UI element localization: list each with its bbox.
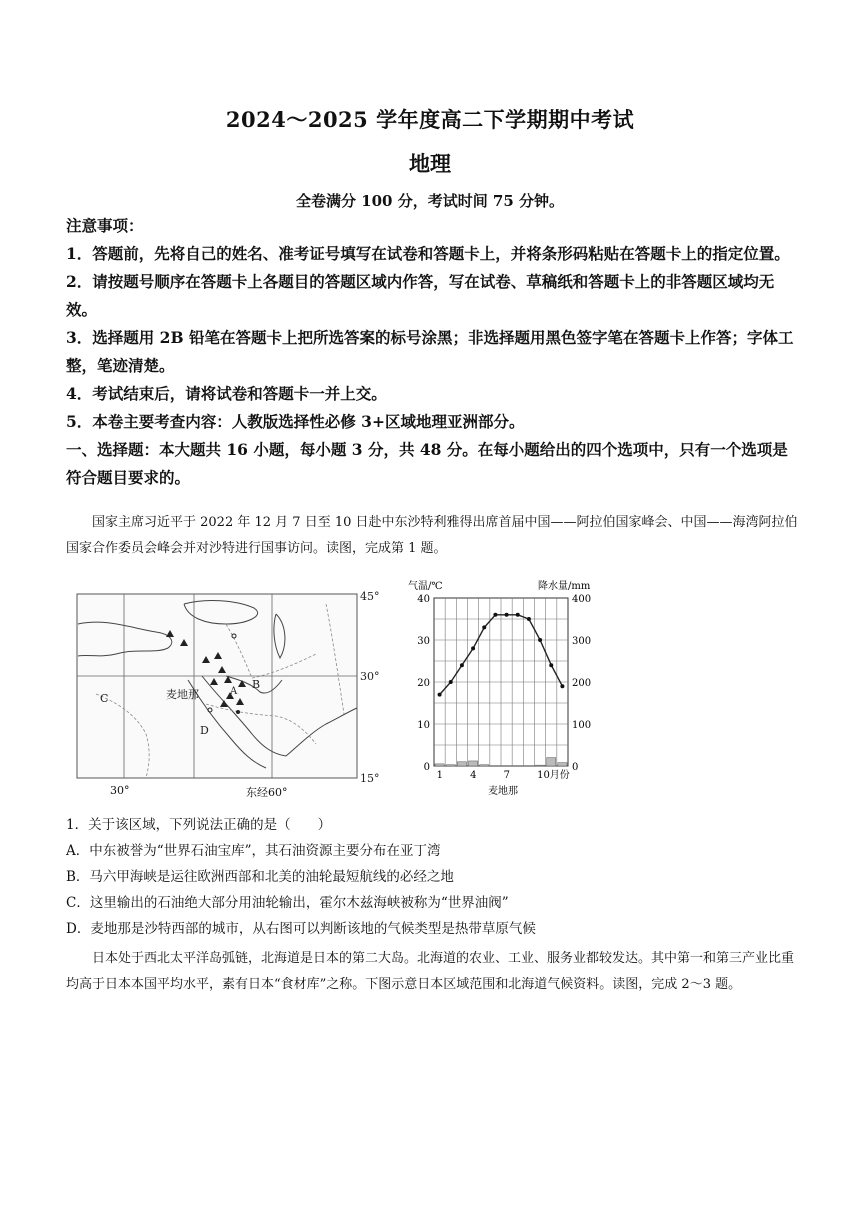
map-label-d: D	[200, 724, 209, 737]
notice-section	[66, 212, 798, 492]
notice-item-4: 4．考试结束后，请将试卷和答题卡一并上交。	[66, 384, 387, 403]
temperature-point	[505, 613, 509, 617]
right-tick-label: 300	[572, 636, 592, 647]
precipitation-bar	[457, 762, 466, 766]
x-tick-label: 7	[503, 770, 510, 781]
option-a: A．中东被誉为“世界石油宝库”，其石油资源主要分布在亚丁湾	[66, 843, 441, 859]
temperature-point	[493, 613, 497, 617]
map-label-b: B	[252, 678, 261, 691]
right-axis-title: 降水量/mm	[538, 581, 591, 592]
option-b: B．马六甲海峡是运往欧洲西部和北美的油轮最短航线的必经之地	[66, 869, 454, 885]
lat-label-45: 45°	[360, 590, 380, 603]
lat-label-15: 15°	[360, 772, 380, 782]
question-1	[66, 812, 798, 942]
exam-title: 2024～2025 学年度高二下学期期中考试	[225, 107, 635, 132]
question-1-stem: 1．关于该区域，下列说法正确的是（ ）	[66, 817, 332, 833]
temperature-point	[527, 617, 531, 621]
right-tick-label: 400	[572, 594, 592, 605]
left-tick-label: 10	[417, 720, 430, 731]
section-1-heading: 一、选择题：本大题共 16 小题，每小题 3 分，共 48 分。在每小题给出的四个选项中，只有一个选项是符合题目要求的。	[66, 440, 788, 487]
map-label-c: C	[100, 692, 109, 705]
subject-title: 地理	[409, 151, 451, 176]
axis-ticks	[417, 594, 591, 781]
precipitation-bar	[536, 765, 545, 766]
map-frame	[77, 594, 357, 778]
precipitation-bar	[547, 758, 556, 766]
score-note: 全卷满分 100 分，考试时间 75 分钟。	[295, 192, 565, 210]
temperature-point	[482, 625, 486, 629]
precipitation-bar	[446, 765, 455, 766]
notice-item-3: 3．选择题用 2B 铅笔在答题卡上把所选答案的标号涂黑；非选择题用黑色签字笔在答题卡上作答；字体工整，笔迹清楚。	[66, 328, 794, 375]
left-tick-label: 20	[417, 678, 430, 689]
notice-heading: 注意事项：	[66, 216, 144, 235]
left-axis-title: 气温/℃	[408, 581, 443, 592]
notice-item-2: 2．请按题号顺序在答题卡上各题目的答题区域内作答，写在试卷、草稿纸和答题卡上的非答题区域均无效。	[66, 272, 775, 319]
city-marker	[236, 710, 240, 714]
chart-caption: 麦地那	[488, 786, 518, 797]
temperature-point	[460, 663, 464, 667]
notice-item-1: 1．答题前，先将自己的姓名、准考证号填写在试卷和答题卡上，并将条形码粘贴在答题卡上的指定位置。	[66, 244, 790, 263]
option-d: D．麦地那是沙特西部的城市，从右图可以判断该地的气候类型是热带草原气候	[66, 921, 536, 937]
passage-2: 日本处于西北太平洋岛弧链，北海道是日本的第二大岛。北海道的农业、工业、服务业都较发达。其中第一和第三产业比重均高于日本本国平均水平，素有日本“食材库”之称。下图示意日本区域范围和北海道气候资料。读图，完成 2～3 题。	[66, 951, 795, 992]
medina-climate-chart	[404, 578, 610, 800]
precipitation-bar	[469, 761, 478, 766]
middle-east-map	[76, 584, 388, 782]
precipitation-bar	[558, 763, 567, 766]
temperature-point	[449, 680, 453, 684]
temperature-point	[438, 693, 442, 697]
lon-label-60: 东经60°	[246, 786, 288, 799]
temperature-point	[471, 646, 475, 650]
x-tick-label: 4	[470, 770, 477, 781]
map-label-medina: 麦地那	[166, 688, 199, 701]
left-tick-label: 40	[417, 594, 430, 605]
temperature-point	[538, 638, 542, 642]
left-tick-label: 0	[423, 762, 430, 773]
precipitation-bar	[480, 765, 489, 766]
right-tick-label: 200	[572, 678, 592, 689]
map-label-a: A	[230, 686, 238, 697]
temperature-point	[516, 613, 520, 617]
option-c: C．这里输出的石油绝大部分用油轮输出，霍尔木兹海峡被称为“世界油阀”	[66, 895, 509, 911]
left-tick-label: 30	[417, 636, 430, 647]
right-tick-label: 0	[572, 762, 579, 773]
precipitation-bar	[435, 764, 444, 766]
temperature-point	[560, 684, 564, 688]
x-tick-label: 10月份	[537, 770, 570, 781]
temperature-point	[549, 663, 553, 667]
lon-label-30: 30°	[110, 784, 130, 797]
lat-label-30: 30°	[360, 670, 380, 683]
chart-grid	[434, 598, 568, 766]
passage-1: 国家主席习近平于 2022 年 12 月 7 日至 10 日赴中东沙特利雅得出席首届中国——阿拉伯国家峰会、中国——海湾阿拉伯国家合作委员会峰会并对沙特进行国事访问。读图，完成第 1 题。	[66, 515, 798, 556]
right-tick-label: 100	[572, 720, 592, 731]
x-tick-label: 1	[436, 770, 443, 781]
notice-item-5: 5．本卷主要考查内容：人教版选择性必修 3+区域地理亚洲部分。	[66, 412, 525, 431]
